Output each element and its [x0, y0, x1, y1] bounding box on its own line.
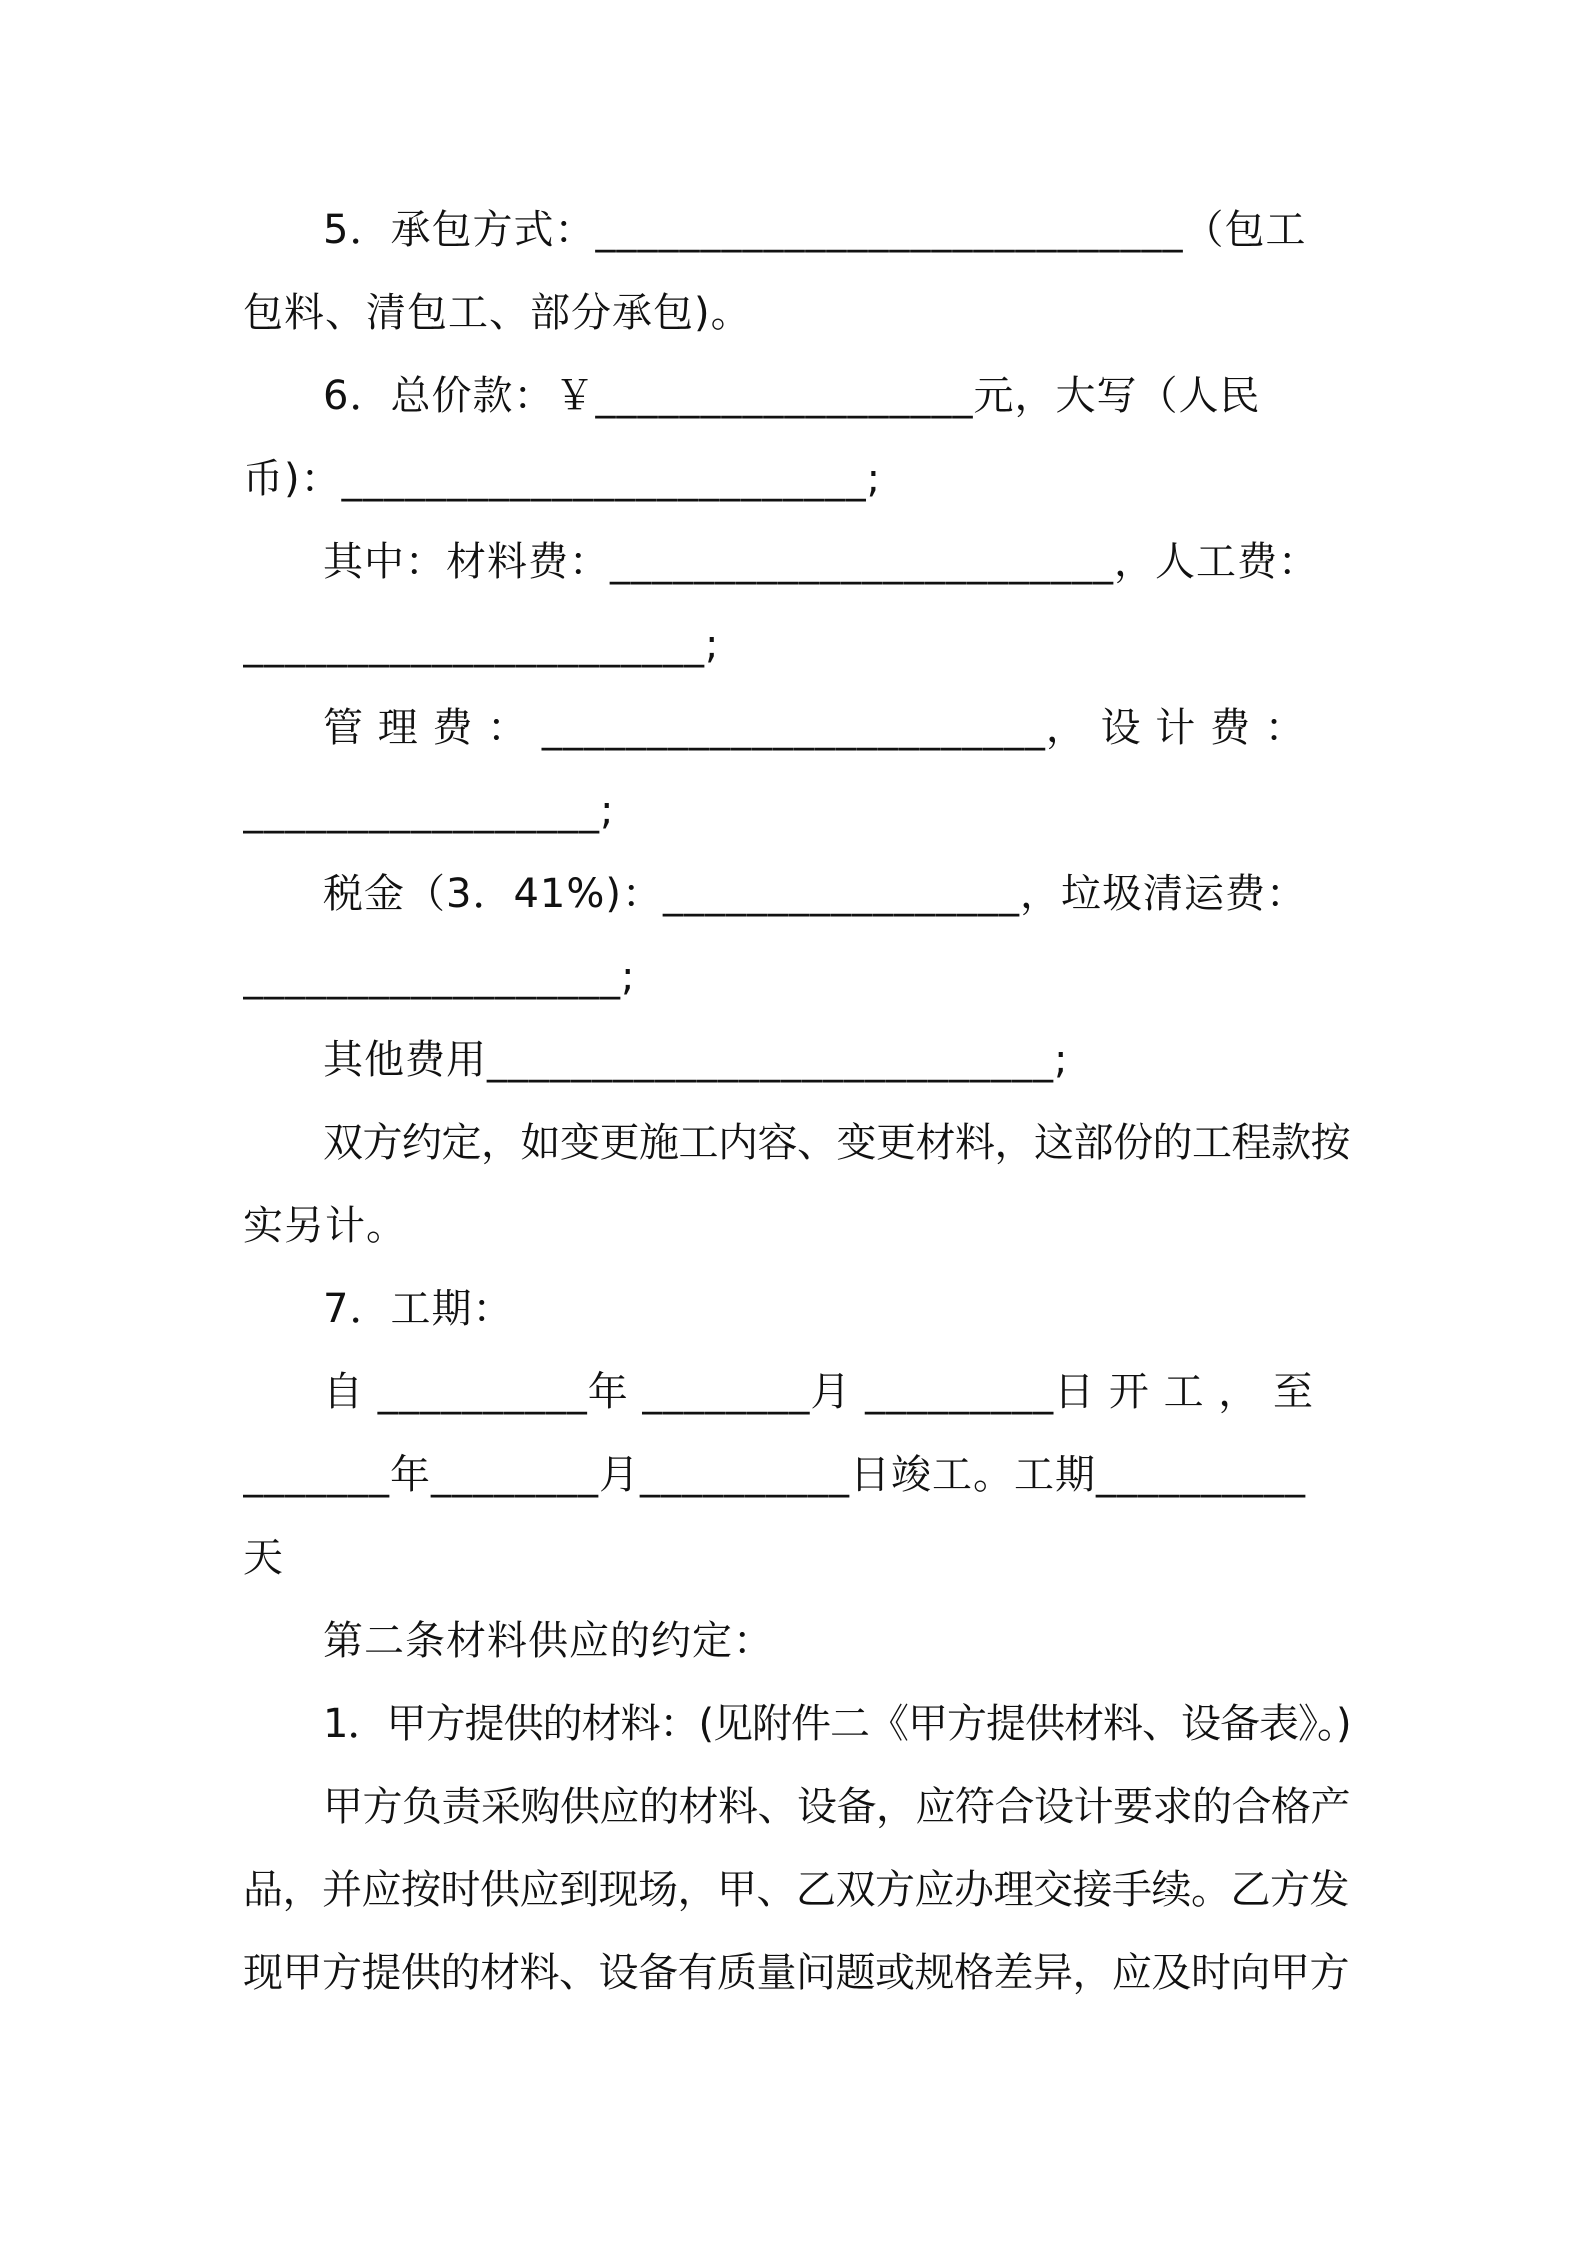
completion-date-line: _______年________月__________日竣工。工期__________	[243, 1452, 1306, 1498]
management-design-fee-line: 管 理 费 ： ________________________， 设 计 费 ：	[323, 705, 1306, 751]
change-agreement-line: 双方约定，如变更施工内容、变更材料，这部份的工程款按	[323, 1120, 1350, 1166]
party-a-procurement-line: 甲方负责采购供应的材料、设备，应符合设计要求的合格产	[323, 1784, 1350, 1830]
clause-7-duration: 7．工期：	[323, 1286, 514, 1332]
party-a-procurement-cont-2: 现甲方提供的材料、设备有质量问题或规格差异，应及时向甲方	[243, 1950, 1349, 1996]
tax-cleanup-fee-line: 税金（3．41%)：_________________，垃圾清运费：	[323, 871, 1307, 917]
change-agreement-cont: 实另计。	[243, 1203, 407, 1249]
labor-fee-blank: ______________________;	[243, 622, 720, 668]
party-a-materials-line: 1．甲方提供的材料：(见附件二《甲方提供材料、设备表》。)	[323, 1701, 1351, 1747]
clause-6-total-price: 6．总价款：￥__________________元，大写（人民	[323, 373, 1261, 419]
party-a-procurement-cont-1: 品，并应按时供应到现场，甲、乙双方应办理交接手续。乙方发	[243, 1867, 1349, 1913]
start-date-line: 自 __________年 ________月 _________日 开 工 ， 至	[323, 1369, 1315, 1415]
design-fee-blank: _________________;	[243, 788, 615, 834]
clause-5-contract-mode-cont: 包料、清包工、部分承包)。	[243, 290, 752, 336]
clause-5-contract-mode: 5．承包方式：____________________________（包工	[323, 207, 1307, 253]
other-fees-line: 其他费用___________________________;	[323, 1037, 1069, 1083]
cleanup-fee-blank: __________________;	[243, 954, 636, 1000]
duration-days-unit: 天	[243, 1535, 284, 1581]
clause-6-total-price-cont: 币)：_________________________;	[243, 456, 882, 502]
article-2-heading: 第二条材料供应的约定：	[323, 1618, 774, 1664]
material-labor-fee-line: 其中：材料费：________________________，人工费：	[323, 539, 1319, 585]
